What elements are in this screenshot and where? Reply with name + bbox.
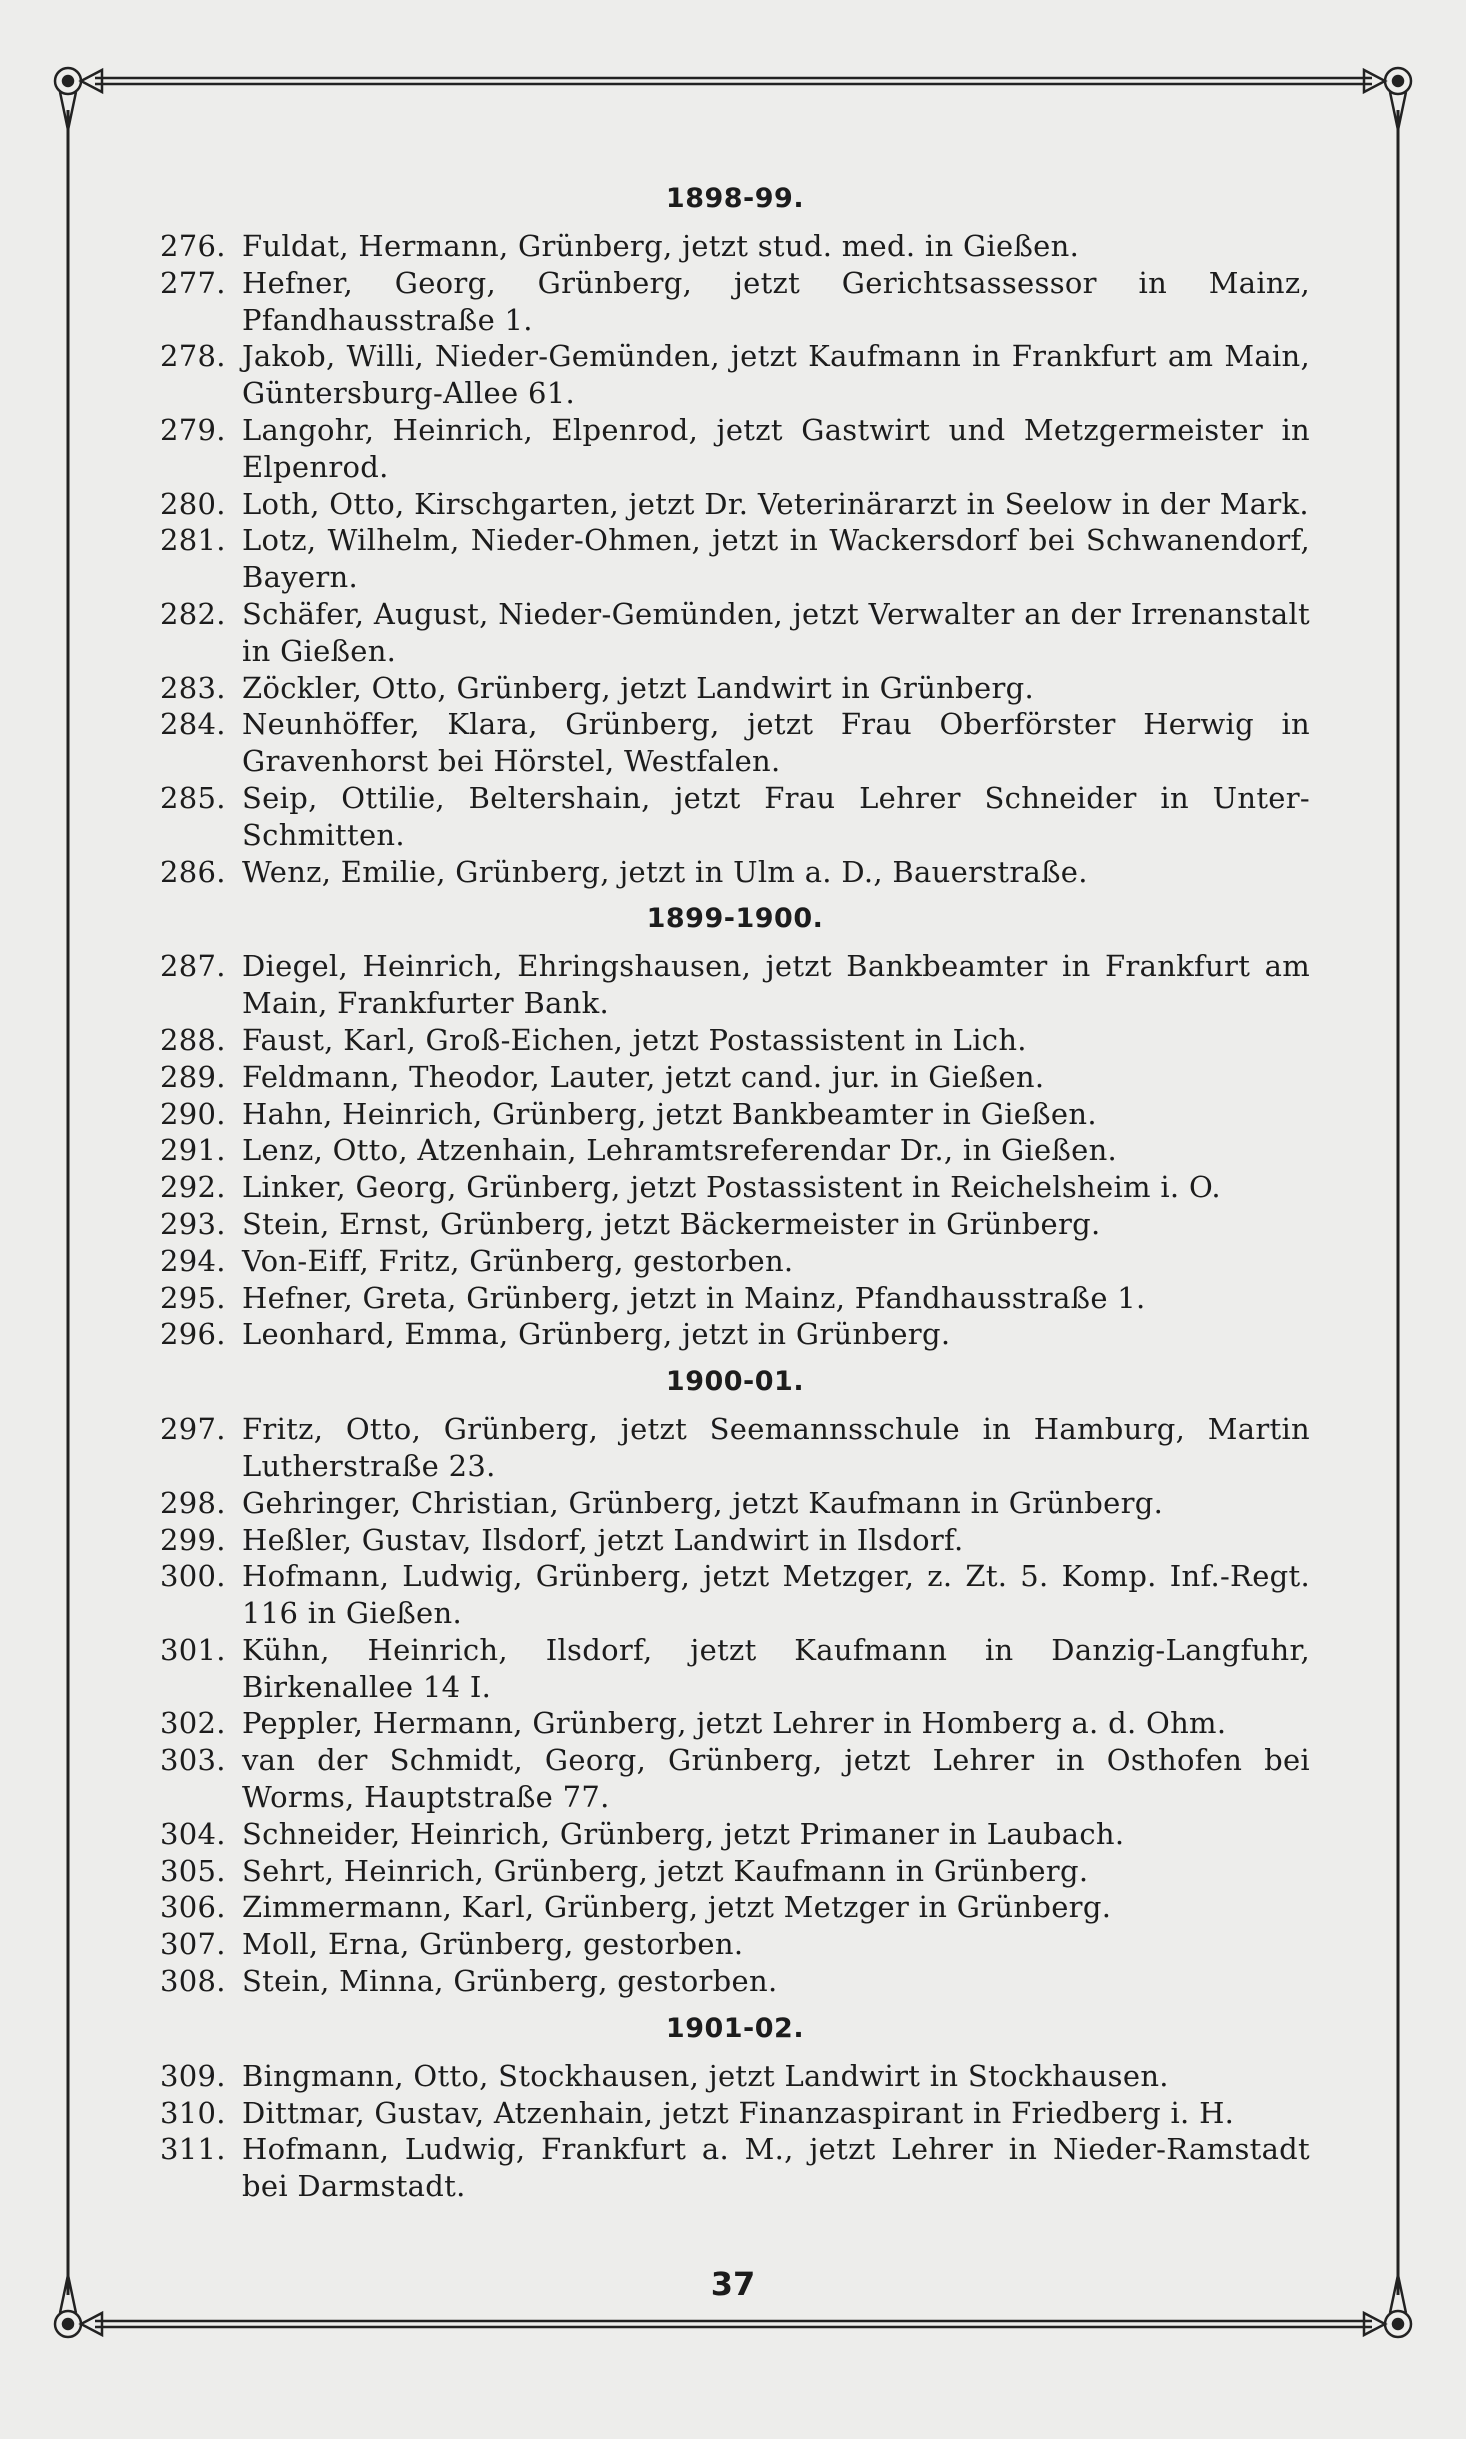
- entry-number: 292.: [160, 1170, 226, 1205]
- entry-number: 276.: [160, 229, 226, 263]
- year-section-1901-02: [160, 2004, 1310, 2205]
- entry-text: Linker, Georg, Grünberg, jetzt Postassistent in Reichelsheim i. O.: [242, 1170, 1221, 1205]
- entry-number: 279.: [160, 412, 226, 447]
- entry-number: 297.: [160, 1412, 226, 1447]
- list-item: [160, 412, 1310, 486]
- entry-text: Heßler, Gustav, Ilsdorf, jetzt Landwirt in Ilsdorf.: [242, 1522, 964, 1557]
- entry-text: Bingmann, Otto, Stockhausen, jetzt Landwirt in Stockhausen.: [242, 2058, 1169, 2093]
- list-item: [160, 1243, 1310, 1280]
- entry-text: van der Schmidt, Georg, Grünberg, jetzt Lehrer in Osthofen bei Worms, Hauptstraße 77.: [242, 1743, 1310, 1815]
- entry-number: 294.: [160, 1243, 226, 1278]
- list-item: [160, 1316, 1310, 1353]
- list-item: [160, 228, 1310, 265]
- page-content: [160, 170, 1310, 2205]
- list-item: [160, 1742, 1310, 1816]
- entry-text: Zimmermann, Karl, Grünberg, jetzt Metzger in Grünberg.: [242, 1890, 1112, 1925]
- list-item: [160, 1632, 1310, 1706]
- entry-number: 296.: [160, 1317, 226, 1352]
- list-item: [160, 2095, 1310, 2132]
- list-item: [160, 1705, 1310, 1742]
- entry-text: Schneider, Heinrich, Grünberg, jetzt Primaner in Laubach.: [242, 1816, 1125, 1851]
- entry-text: Dittmar, Gustav, Atzenhain, jetzt Finanzaspirant in Friedberg i. H.: [242, 2095, 1235, 2130]
- entry-number: 299.: [160, 1522, 226, 1557]
- entry-text: Peppler, Hermann, Grünberg, jetzt Lehrer in Homberg a. d. Ohm.: [242, 1706, 1227, 1741]
- list-item: [160, 2058, 1310, 2095]
- list-item: [160, 1169, 1310, 1206]
- entry-text: Gehringer, Christian, Grünberg, jetzt Kaufmann in Grünberg.: [242, 1485, 1164, 1520]
- entry-number: 302.: [160, 1706, 226, 1741]
- year-section-1900-01: [160, 1357, 1310, 2000]
- list-item: [160, 596, 1310, 670]
- entry-number: 277.: [160, 265, 226, 300]
- list-item: [160, 1280, 1310, 1317]
- list-item: [160, 948, 1310, 1022]
- list-item: [160, 486, 1310, 523]
- year-section-1899-1900: [160, 894, 1310, 1353]
- entry-text: Lotz, Wilhelm, Nieder-Ohmen, jetzt in Wackersdorf bei Schwanendorf, Bayern.: [242, 523, 1310, 595]
- entry-text: Loth, Otto, Kirschgarten, jetzt Dr. Veterinärarzt in Seelow in der Mark.: [242, 486, 1309, 521]
- list-item: [160, 780, 1310, 854]
- entry-number: 291.: [160, 1133, 226, 1168]
- list-item: [160, 1963, 1310, 2000]
- entry-text: Diegel, Heinrich, Ehringshausen, jetzt Bankbeamter in Frankfurt am Main, Frankfurter Bank.: [242, 949, 1310, 1021]
- entry-number: 305.: [160, 1853, 226, 1888]
- section-heading: 1899-1900.: [646, 903, 824, 935]
- entry-number: 286.: [160, 854, 226, 889]
- entry-number: 307.: [160, 1927, 226, 1962]
- page-number: 37: [710, 2265, 756, 2303]
- year-section-1898-99: [160, 174, 1310, 890]
- entry-text: Schäfer, August, Nieder-Gemünden, jetzt Verwalter an der Irrenanstalt in Gießen.: [242, 596, 1310, 668]
- entry-text: Moll, Erna, Grünberg, gestorben.: [242, 1927, 744, 1962]
- entry-text: Kühn, Heinrich, Ilsdorf, jetzt Kaufmann in Danzig-Langfuhr, Birkenallee 14 I.: [242, 1632, 1310, 1704]
- list-item: [160, 1206, 1310, 1243]
- entry-number: 281.: [160, 523, 226, 558]
- section-heading: 1898-99.: [665, 183, 805, 214]
- entry-text: Feldmann, Theodor, Lauter, jetzt cand. jur. in Gießen.: [242, 1059, 1045, 1094]
- list-item: [160, 2131, 1310, 2205]
- list-item: [160, 1926, 1310, 1963]
- section-heading: 1900-01.: [665, 1366, 805, 1398]
- entry-number: 303.: [160, 1743, 226, 1778]
- entry-number: 278.: [160, 339, 226, 374]
- entry-number: 300.: [160, 1559, 226, 1594]
- entry-number: 290.: [160, 1096, 226, 1131]
- entry-text: Zöckler, Otto, Grünberg, jetzt Landwirt in Grünberg.: [242, 670, 1035, 705]
- entry-text: Sehrt, Heinrich, Grünberg, jetzt Kaufmann in Grünberg.: [242, 1853, 1089, 1888]
- list-item: [160, 1022, 1310, 1059]
- list-item: [160, 522, 1310, 596]
- entry-number: 301.: [160, 1632, 226, 1667]
- entry-number: 308.: [160, 1964, 226, 1999]
- entry-text: Wenz, Emilie, Grünberg, jetzt in Ulm a. D., Bauerstraße.: [242, 854, 1088, 889]
- list-item: [160, 706, 1310, 780]
- entry-number: 280.: [160, 486, 226, 521]
- list-item: [160, 1059, 1310, 1096]
- list-item: [160, 1558, 1310, 1632]
- list-item: [160, 1889, 1310, 1926]
- entry-text: Von-Eiff, Fritz, Grünberg, gestorben.: [242, 1243, 794, 1278]
- entry-number: 284.: [160, 707, 226, 742]
- entry-number: 304.: [160, 1816, 226, 1851]
- entry-number: 295.: [160, 1280, 226, 1315]
- list-item: [160, 1096, 1310, 1133]
- list-item: [160, 1853, 1310, 1890]
- list-item: [160, 338, 1310, 412]
- entry-text: Faust, Karl, Groß-Eichen, jetzt Postassistent in Lich.: [242, 1022, 1027, 1057]
- entry-text: Stein, Ernst, Grünberg, jetzt Bäckermeister in Grünberg.: [242, 1206, 1101, 1241]
- list-item: [160, 1411, 1310, 1485]
- entry-number: 287.: [160, 949, 226, 984]
- entry-text: Langohr, Heinrich, Elpenrod, jetzt Gastwirt und Metzgermeister in Elpenrod.: [242, 412, 1310, 484]
- entry-text: Seip, Ottilie, Beltershain, jetzt Frau Lehrer Schneider in Unter-Schmitten.: [242, 780, 1310, 852]
- list-item: [160, 1485, 1310, 1522]
- entry-text: Hahn, Heinrich, Grünberg, jetzt Bankbeamter in Gießen.: [242, 1096, 1097, 1131]
- entry-text: Hofmann, Ludwig, Frankfurt a. M., jetzt Lehrer in Nieder-Ramstadt bei Darmstadt.: [242, 2132, 1310, 2204]
- entry-text: Lenz, Otto, Atzenhain, Lehramtsreferendar Dr., in Gießen.: [242, 1133, 1118, 1168]
- entry-text: Leonhard, Emma, Grünberg, jetzt in Grünberg.: [242, 1317, 951, 1352]
- section-heading: 1901-02.: [665, 2012, 805, 2044]
- entry-number: 309.: [160, 2058, 226, 2093]
- list-item: [160, 670, 1310, 707]
- entry-number: 298.: [160, 1485, 226, 1520]
- entry-number: 283.: [160, 670, 226, 705]
- entry-text: Fritz, Otto, Grünberg, jetzt Seemannsschule in Hamburg, Martin Lutherstraße 23.: [242, 1412, 1310, 1483]
- list-item: [160, 1816, 1310, 1853]
- list-item: [160, 854, 1310, 891]
- entry-text: Stein, Minna, Grünberg, gestorben.: [242, 1964, 778, 1999]
- entry-number: 282.: [160, 596, 226, 631]
- entry-number: 311.: [160, 2132, 226, 2167]
- entry-text: Hefner, Greta, Grünberg, jetzt in Mainz, Pfandhausstraße 1.: [242, 1280, 1146, 1315]
- list-item: [160, 1132, 1310, 1169]
- entry-number: 289.: [160, 1059, 226, 1094]
- list-item: [160, 1522, 1310, 1559]
- entry-number: 306.: [160, 1890, 226, 1925]
- list-item: [160, 265, 1310, 339]
- entry-number: 288.: [160, 1022, 226, 1057]
- entry-text: Fuldat, Hermann, Grünberg, jetzt stud. med. in Gießen.: [242, 229, 1080, 263]
- entry-number: 285.: [160, 780, 226, 815]
- entry-text: Hofmann, Ludwig, Grünberg, jetzt Metzger, z. Zt. 5. Komp. Inf.-Regt. 116 in Gießen.: [242, 1559, 1310, 1631]
- entry-text: Neunhöffer, Klara, Grünberg, jetzt Frau Oberförster Herwig in Gravenhorst bei Hörstel, Westfalen.: [242, 707, 1310, 779]
- entry-text: Jakob, Willi, Nieder-Gemünden, jetzt Kaufmann in Frankfurt am Main, Güntersburg-Allee 61.: [242, 339, 1310, 411]
- entry-number: 310.: [160, 2095, 226, 2130]
- entry-number: 293.: [160, 1206, 226, 1241]
- entry-text: Hefner, Georg, Grünberg, jetzt Gerichtsassessor in Mainz, Pfandhausstraße 1.: [242, 265, 1310, 337]
